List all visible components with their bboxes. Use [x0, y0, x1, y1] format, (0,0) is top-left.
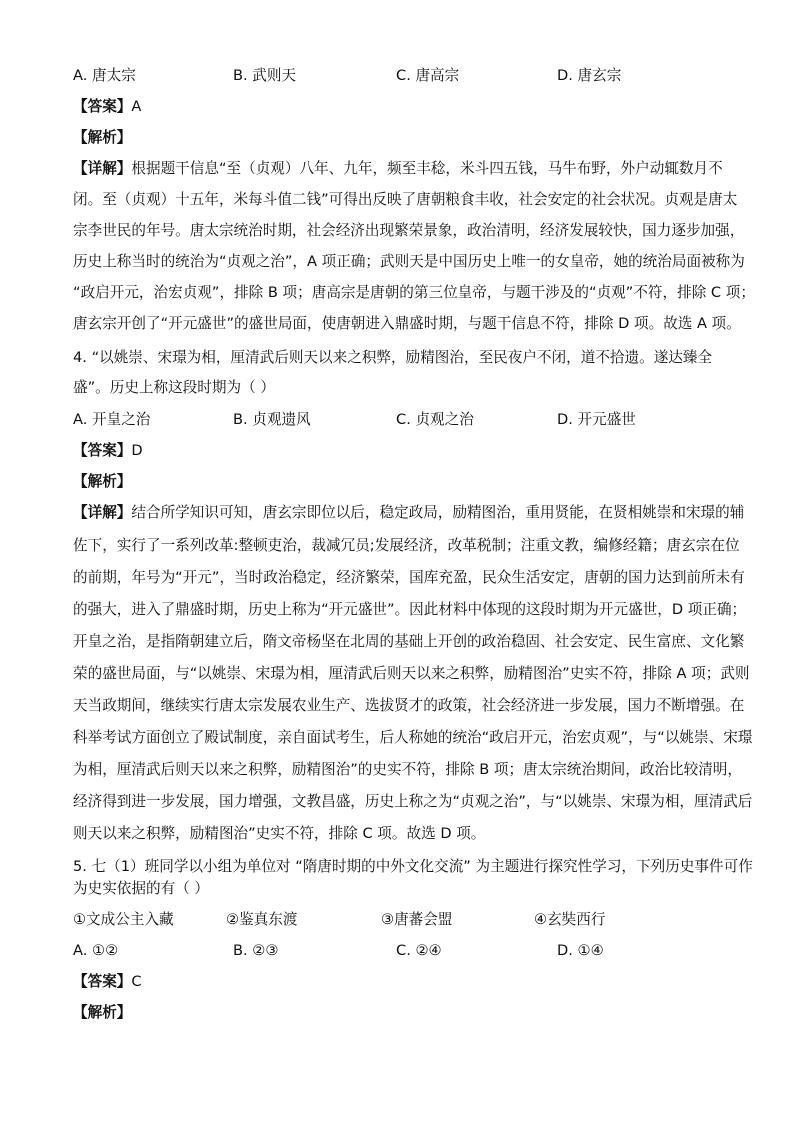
q3-option-c: C. 唐高宗: [396, 67, 460, 84]
q4-option-a: A. 开皇之治: [73, 411, 151, 428]
q5-option-d: D. ①④: [557, 942, 604, 959]
q3-analysis-tag: 【解析】: [73, 129, 132, 146]
detail-tag: 【详解】: [73, 504, 132, 521]
answer-tag: 【答案】: [73, 98, 132, 115]
detail-line: 开皇之治，是指隋朝建立后，隋文帝杨坚在北周的基础上开创的政治稳固、社会安定、民生富庶、文化繁: [73, 633, 745, 650]
q4-option-b: B. 贞观遗风: [233, 411, 311, 428]
question-line: 为史实依据的有（ ）: [73, 880, 209, 897]
answer-value: C: [131, 973, 142, 990]
detail-line: 历史上称当时的统治为“贞观之治”，A 项正确；武则天是中国历史上唯一的女皇帝，她的统治局面被称为: [73, 253, 745, 270]
q3-option-b: B. 武则天: [233, 67, 297, 84]
q4-analysis-tag: 【解析】: [73, 473, 132, 490]
answer-value: A: [131, 98, 142, 115]
detail-text: 根据题干信息“至（贞观）八年、九年，频至丰稔，米斗四五钱，马牛布野，外户动辄数月不: [131, 160, 723, 177]
detail-line: 则天以来之积弊，励精图治”史实不符，排除 C 项。故选 D 项。: [73, 825, 486, 842]
detail-line: [73, 503, 745, 523]
q5-event-2: ②鉴真东渡: [226, 911, 298, 928]
detail-line: 唐玄宗开创了“开元盛世”的盛世局面，使唐朝进入鼎盛时期，与题干信息不符，排除 D 项。故选 A 项。: [73, 315, 741, 332]
detail-tag: 【详解】: [73, 160, 132, 177]
q3-option-a: A. 唐太宗: [73, 67, 136, 84]
detail-line: 为相，厘清武后则天以来之积弊，励精图治”的史实不符，排除 B 项；唐太宗统治期间，政治比较清明，: [73, 761, 742, 778]
q5-analysis-tag: 【解析】: [73, 1004, 132, 1021]
q4-answer: [73, 441, 733, 461]
q5-answer: [73, 972, 733, 992]
question-line: 4. “以姚崇、宋璟为相，厘清武后则天以来之积弊，励精图治，至民夜户不闭，道不拾遗。遂达臻全: [73, 349, 713, 366]
detail-line: 的前期，年号为“开元”，当时政治稳定，经济繁荣，国库充盈，民众生活安定，唐朝的国力达到前所未有: [73, 569, 745, 586]
question-line: 盛”。历史上称这段时期为（ ）: [73, 379, 275, 396]
q5-event-4: ④玄奘西行: [534, 911, 606, 928]
detail-text: 结合所学知识可知，唐玄宗即位以后，稳定政局，励精图治，重用贤能，在贤相姚崇和宋璟的辅: [131, 504, 745, 521]
detail-line: 的强大，进入了鼎盛时期，历史上称为“开元盛世”。因此材料中体现的这段时期为开元盛世，D 项正确；: [73, 601, 747, 618]
q5-option-c: C. ②④: [396, 942, 442, 959]
detail-line: 宗李世民的年号。唐太宗统治时期，社会经济出现繁荣景象，政治清明，经济发展较快，国力逐步加强，: [73, 222, 745, 239]
answer-tag: 【答案】: [73, 442, 132, 459]
q3-option-d: D. 唐玄宗: [557, 67, 622, 84]
q3-answer: [73, 97, 733, 117]
detail-line: 荣的盛世局面，与“以姚崇、宋璟为相，厘清武后则天以来之积弊，励精图治”史实不符，排除 A 项；武则: [73, 665, 750, 682]
q5-option-b: B. ②③: [233, 942, 279, 959]
q4-option-c: C. 贞观之治: [396, 411, 474, 428]
q4-option-d: D. 开元盛世: [557, 411, 636, 428]
q5-option-a: A. ①②: [73, 942, 119, 959]
detail-line: 经济得到进一步发展，国力增强，文教昌盛，历史上称之为“贞观之治”，与“以姚崇、宋璟为相，厘清武后: [73, 793, 753, 810]
detail-line: 科举考试方面创立了殿试制度，亲自面试考生，后人称她的统治“政启开元，治宏贞观”，与“以姚崇、宋璟: [73, 729, 753, 746]
detail-line: 闭。至（贞观）十五年，米每斗值二钱”可得出反映了唐朝粮食丰收，社会安定的社会状况。贞观是唐太: [73, 191, 738, 208]
question-line: 5. 七（1）班同学以小组为单位对 “隋唐时期的中外文化交流” 为主题进行探究性学习，下列历史事件可作: [73, 858, 753, 875]
answer-value: D: [131, 442, 143, 459]
answer-tag: 【答案】: [73, 973, 132, 990]
detail-line: [73, 159, 733, 179]
detail-line: “政启开元，治宏贞观”，排除 B 项；唐高宗是唐朝的第三位皇帝，与题干涉及的“贞观”不符，排除 C 项；: [73, 284, 755, 301]
detail-line: 天当政期间，继续实行唐太宗发展农业生产、选拔贤才的政策，社会经济进一步发展，国力不断增强。在: [73, 697, 745, 714]
detail-line: 佐下，实行了一系列改革:整顿吏治，裁减冗员;发展经济，改革税制；注重文教，编修经籍；唐玄宗在位: [73, 537, 740, 554]
q5-event-3: ③唐蕃会盟: [381, 911, 453, 928]
q5-event-1: ①文成公主入藏: [73, 911, 174, 928]
